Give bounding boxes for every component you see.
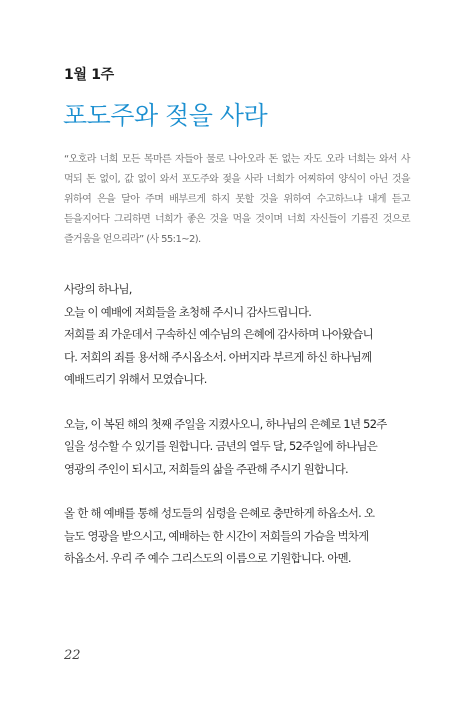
prayer-paragraph-1 <box>64 278 408 391</box>
prayer-line: 하옵소서. 우리 주 예수 그리스도의 이름으로 기원합니다. 아멘. <box>64 551 351 565</box>
prayer-line: 저희를 죄 가운데서 구속하신 예수님의 은혜에 감사하며 나아왔습니 <box>64 327 373 341</box>
prayer-line: 늘도 영광을 받으시고, 예배하는 한 시간이 저희들의 가슴을 벅차게 <box>64 528 369 543</box>
prayer-line: 예배드리기 위해서 모였습니다. <box>64 372 207 386</box>
prayer-line: 일을 성수할 수 있기를 원합니다. 금년의 열두 달, 52주일에 하나님은 <box>64 439 378 453</box>
paragraph-gap <box>64 480 408 502</box>
prayer-line: 사랑의 하나님, <box>64 282 132 296</box>
prayer-line: 오늘 이 예배에 저희들을 초청해 주시니 감사드립니다. <box>64 304 312 319</box>
page-number: 22 <box>64 648 81 663</box>
scripture-quote: “오호라 너희 모든 목마른 자들아 물로 나아오라 돈 없는 자도 오라 너희는 와서 사 먹되 돈 없이, 값 없이 와서 포도주와 젖을 사라 너희가 어찌하여 양식이 아닌 것을 위하여 은을 달아 주며 배부르게 하지 못할 것을 위하여 수고하느냐 내게 듣고 듣을지어다 그리하면 너희가 좋은 것을 먹을 것이며 너희 자신들이 기름진 것으로 즐거움을 얻으리라” (사 55:1~2). <box>64 154 410 245</box>
prayer-paragraph-3 <box>64 502 408 570</box>
page-title: 포도주와 젖을 사라 <box>63 101 268 130</box>
prayer-line: 다. 저희의 죄를 용서해 주시옵소서. 아버지라 부르게 하신 하나님께 <box>64 349 372 364</box>
prayer-body <box>64 278 408 570</box>
prayer-line: 영광의 주인이 되시고, 저희들의 삶을 주관해 주시기 원합니다. <box>64 461 348 476</box>
prayer-line: 올 한 해 예배를 통해 성도들의 심령을 은혜로 충만하게 하옵소서. 오 <box>64 506 375 520</box>
prayer-paragraph-2 <box>64 413 408 481</box>
prayer-line: 오늘, 이 복된 해의 첫째 주일을 지켰사오니, 하나님의 은혜로 1년 52주 <box>64 416 387 431</box>
week-label: 1월 1주 <box>64 67 114 83</box>
paragraph-gap <box>64 391 408 413</box>
